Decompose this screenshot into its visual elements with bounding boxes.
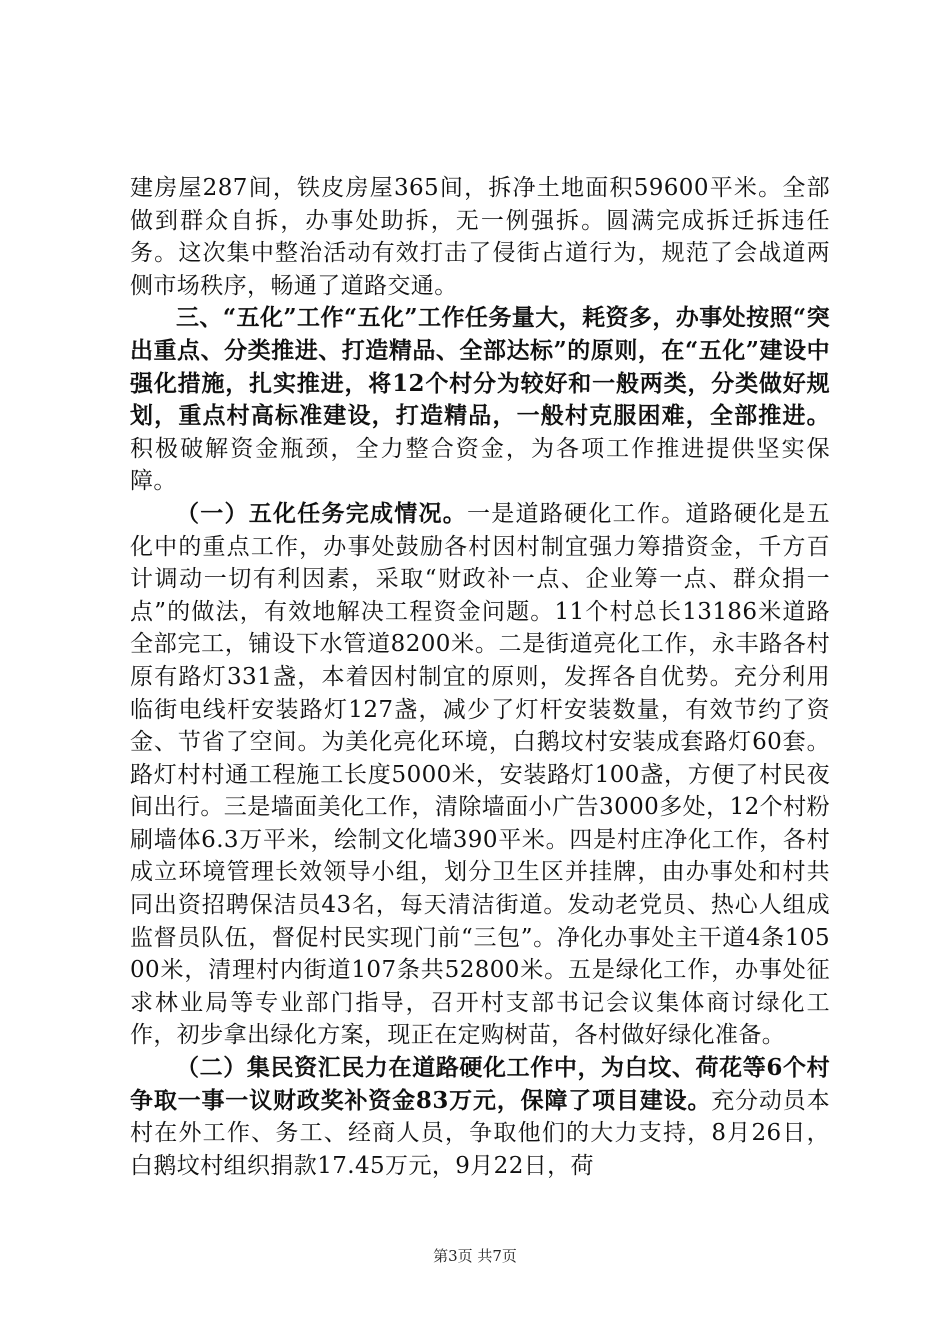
paragraph-4-text: 充分动员本村在外工作、务工、经商人员，争取他们的大力支持，8月26日，白鹅坟村组织捐款17.45万元，9月22日，荷 (130, 1087, 830, 1179)
paragraph-1-text: 建房屋287间，铁皮房屋365间，拆净土地面积59600平米。全部做到群众自拆，办事处助拆，无一例强拆。圆满完成拆迁拆违任务。这次集中整治活动有效打击了侵街占道行为，规范了会战道两侧市场秩序，畅通了道路交通。 (130, 175, 830, 299)
paragraph-3 (130, 498, 830, 1052)
document-body (130, 172, 830, 1182)
paragraph-2 (130, 302, 830, 498)
paragraph-4-lead: （二）集民资汇民力在道路硬化工作中，为白坟、荷花等6个村争取一事一议财政奖补资金83万元，保障了项目建设。 (130, 1054, 830, 1114)
paragraph-3-lead: （一）五化任务完成情况。 (176, 499, 468, 527)
page-number-footer: 第3页 共7页 (433, 1247, 517, 1265)
paragraph-3-text: 一是道路硬化工作。道路硬化是五化中的重点工作，办事处鼓励各村因村制宜强力筹措资金，千方百计调动一切有利因素，采取“财政补一点、企业筹一点、群众捐一点”的做法，有效地解决工程资金问题。11个村总长13186米道路全部完工，铺设下水管道8200米。二是街道亮化工作，永丰路各村原有路灯331盏，本着因村制宜的原则，发挥各自优势。充分利用临街电线杆安装路灯127盏，减少了灯杆安装数量，有效节约了资金、节省了空间。为美化亮化环境，白鹅坟村安装成套路灯60套。路灯村村通工程施工长度5000米，安装路灯100盏，方便了村民夜间出行。三是墙面美化工作，清除墙面小广告3000多处，12个村粉刷墙体6.3万平米，绘制文化墙390平米。四是村庄净化工作，各村成立环境管理长效领导小组，划分卫生区并挂牌，由办事处和村共同出资招聘保洁员43名，每天清洁街道。发动老党员、热心人组成监督员队伍，督促村民实现门前“三包”。净化办事处主干道4条10500米，清理村内街道107条共52800米。五是绿化工作，办事处征求林业局等专业部门指导，召开村支部书记会议集体商讨绿化工作，初步拿出绿化方案，现正在定购树苗，各村做好绿化准备。 (130, 500, 830, 1049)
paragraph-4 (130, 1052, 830, 1182)
paragraph-1 (130, 172, 830, 302)
paragraph-2-lead: 三、“五化”工作“五化”工作任务量大，耗资多，办事处按照“突出重点、分类推进、打造精品、全部达标”的原则，在“五化”建设中强化措施，扎实推进，将12个村分为较好和一般两类，分类做好规划，重点村高标准建设，打造精品，一般村克服困难，全部推进。 (130, 304, 830, 430)
paragraph-2-text: 积极破解资金瓶颈，全力整合资金，为各项工作推进提供坚实保障。 (130, 435, 830, 495)
